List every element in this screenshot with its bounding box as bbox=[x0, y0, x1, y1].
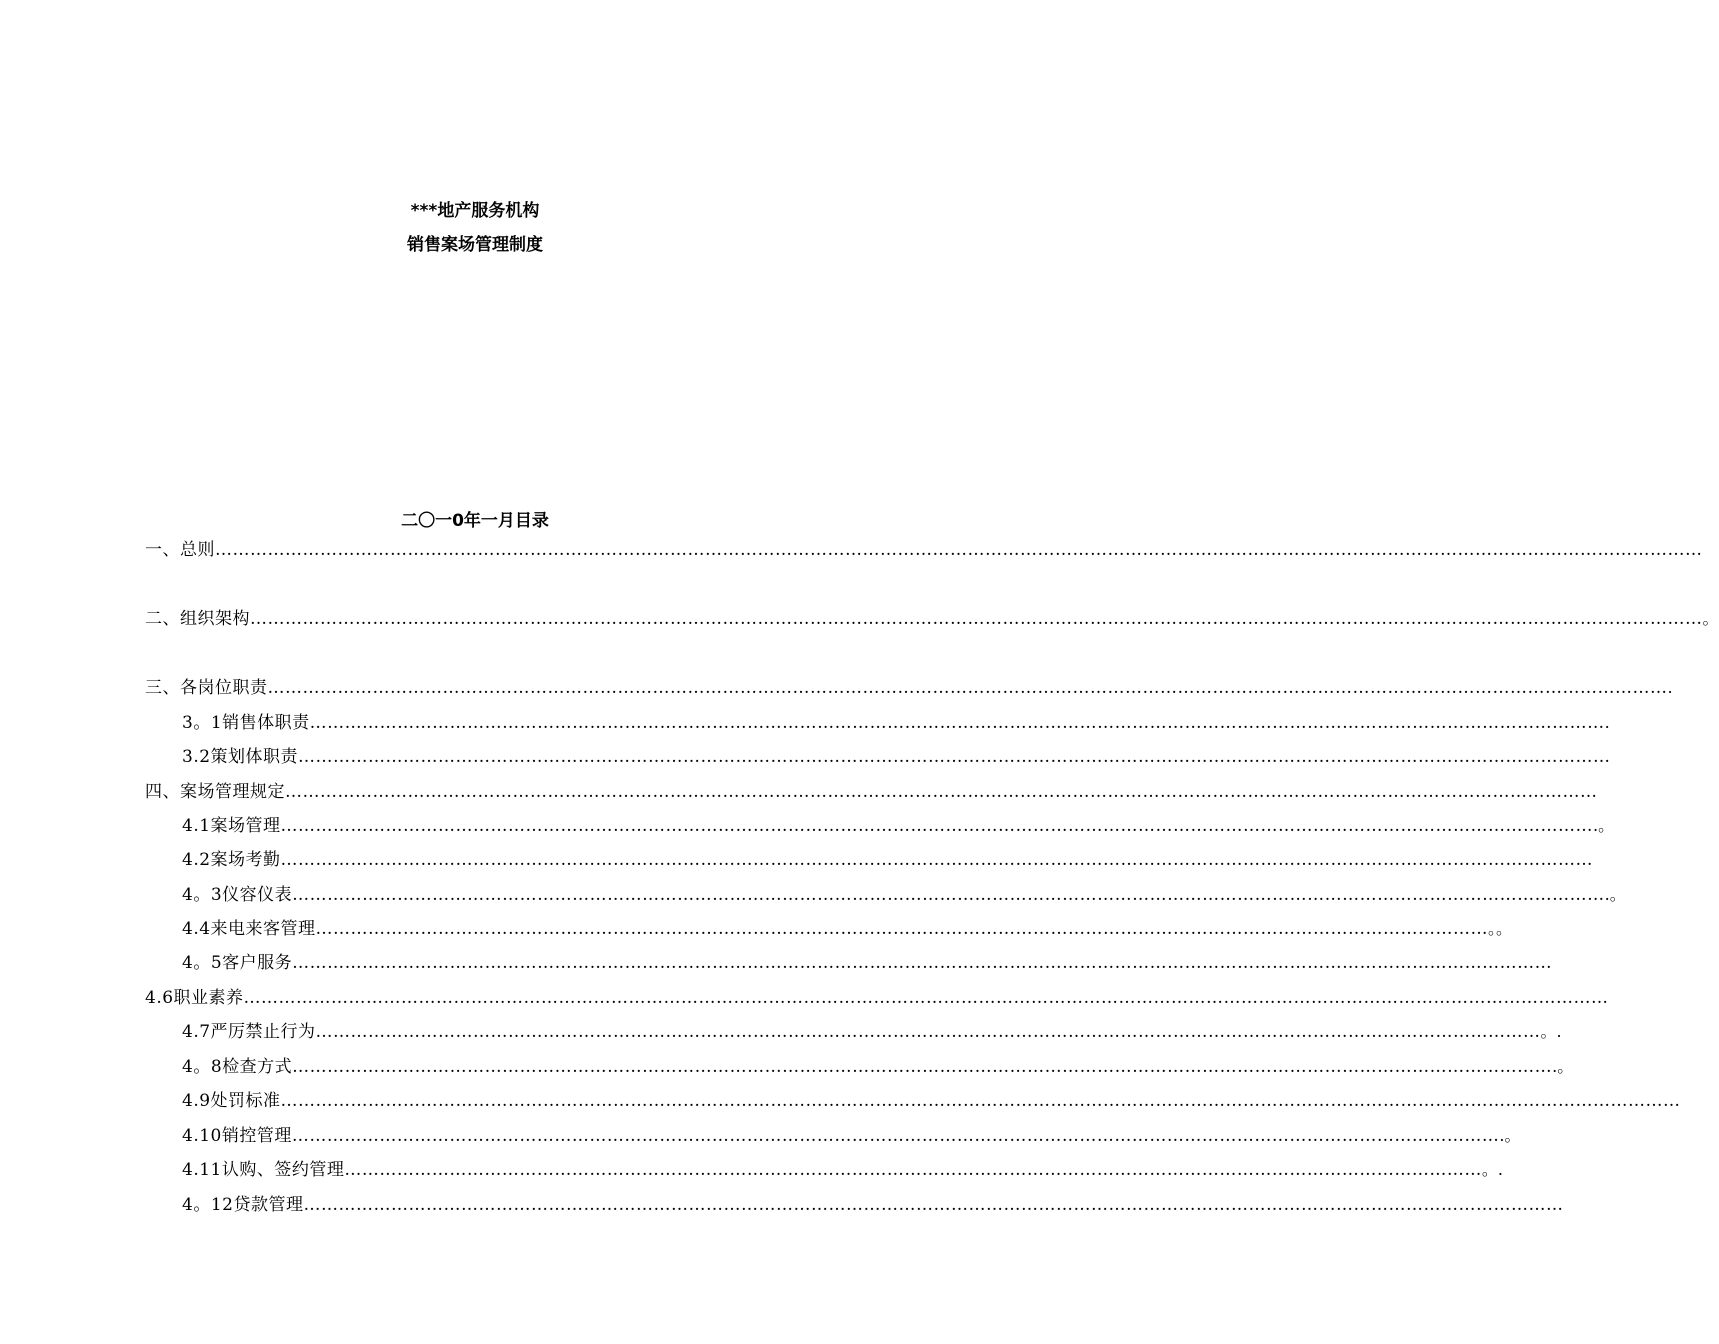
toc-entry-label: 3。1销售体职责 bbox=[182, 713, 310, 733]
toc-entry-suffix: . bbox=[1667, 678, 1673, 697]
toc-entry[interactable] bbox=[145, 538, 1703, 562]
toc-leader-dots: ……………………………………………………………………………………………………………………………………………………………………………………………… bbox=[303, 1195, 1564, 1215]
document-title: 销售案场管理制度 bbox=[407, 235, 543, 255]
toc-entry-label: 4.6职业素养 bbox=[145, 988, 244, 1008]
toc-entry[interactable] bbox=[182, 1193, 1563, 1217]
toc-leader-dots: …………………………………………………………………………………………………………………………………………………………………………………………………………………… bbox=[267, 678, 1668, 698]
toc-leader-dots: …………………………………………………………………………………………………………………………………………………………………………………………………………………… bbox=[280, 1091, 1681, 1111]
toc-leader-dots: ……………………………………………………………………………………………………………………………………………………………………………………………………… bbox=[280, 850, 1594, 870]
toc-entry-suffix: .。 bbox=[1552, 1057, 1574, 1076]
toc-entry-label: 4.4来电来客管理 bbox=[182, 919, 316, 939]
org-title: ***地产服务机构 bbox=[410, 201, 540, 221]
toc-leader-dots: ………………………………………………………………………………………………………………………………………………………………………………………………………………………………… bbox=[215, 540, 1703, 560]
toc-entry[interactable] bbox=[182, 848, 1593, 872]
toc-entry-label: 4.1案场管理 bbox=[182, 816, 281, 836]
toc-entry-suffix: 。. bbox=[1540, 1022, 1562, 1041]
toc-leader-dots: …………………………………………………………………………………………………………………………………………………………………………………………………………………………… bbox=[250, 609, 1703, 629]
toc-entry[interactable] bbox=[145, 607, 1719, 631]
toc-leader-dots: ……………………………………………………………………………………………………………………………………………………………………………………………………… bbox=[280, 816, 1594, 836]
toc-entry-label: 四、案场管理规定 bbox=[145, 782, 285, 802]
toc-entry[interactable] bbox=[182, 1089, 1681, 1113]
toc-leader-dots: ……………………………………………………………………………………………………………………………………………………………………………………………… bbox=[292, 953, 1553, 973]
toc-entry-label: 4。5客户服务 bbox=[182, 953, 293, 973]
toc-entry[interactable] bbox=[145, 676, 1673, 700]
toc-entry[interactable] bbox=[182, 1124, 1520, 1148]
toc-leader-dots: ………………………………………………………………………………………………………………………………………………………………………………………… bbox=[315, 1022, 1541, 1042]
toc-entry-label: 4。12贷款管理 bbox=[182, 1195, 304, 1215]
toc-entry-label: 3.2策划体职责 bbox=[182, 747, 299, 767]
toc-entry-label: 4.10销控管理 bbox=[182, 1126, 292, 1146]
toc-entry-label: 4.2案场考勤 bbox=[182, 850, 281, 870]
toc-leader-dots: …………………………………………………………………………………………………………………………………………………………………………………………………… bbox=[309, 713, 1605, 733]
toc-entry[interactable] bbox=[182, 883, 1626, 907]
toc-entry-suffix: .。 bbox=[1499, 1126, 1521, 1145]
date-and-toc-heading: 二〇一0年一月目录 bbox=[401, 511, 549, 531]
toc-entry-suffix: .。 bbox=[1593, 816, 1615, 835]
toc-leader-dots: ……………………………………………………………………………………………………………………………………………………………………………………………… bbox=[292, 1057, 1553, 1077]
toc-entry-suffix: 。. bbox=[1481, 1160, 1503, 1179]
toc-entry[interactable] bbox=[182, 951, 1552, 975]
toc-entry-label: 4.7严厉禁止行为 bbox=[182, 1022, 316, 1042]
toc-leader-dots: ………………………………………………………………………………………………………………………………………………………………………………… bbox=[315, 919, 1489, 939]
toc-entry[interactable] bbox=[182, 1055, 1573, 1079]
toc-leader-dots: ……………………………………………………………………………………………………………………………………………………………………………………………………………… bbox=[243, 988, 1609, 1008]
toc-leader-dots: ……………………………………………………………………………………………………………………………………………………………………………………………………… bbox=[298, 747, 1611, 767]
toc-entry[interactable] bbox=[182, 814, 1614, 838]
toc-leader-dots: ……………………………………………………………………………………………………………………………………………………………………………………………………… bbox=[285, 782, 1598, 802]
toc-entry-label: 4。8检查方式 bbox=[182, 1057, 293, 1077]
toc-entry[interactable] bbox=[182, 1158, 1503, 1182]
toc-entry-label: 三、各岗位职责 bbox=[145, 678, 268, 698]
toc-entry-suffix: . bbox=[1604, 713, 1610, 732]
toc-entry-label: 4.11认购、签约管理 bbox=[182, 1160, 345, 1180]
toc-entry[interactable] bbox=[182, 745, 1611, 769]
toc-entry-label: 二、组织架构 bbox=[145, 609, 250, 629]
toc-entry-label: 一、总则 bbox=[145, 540, 215, 560]
toc-leader-dots: ……………………………………………………………………………………………………………………………………………………………………………………… bbox=[291, 1126, 1500, 1146]
toc-entry-label: 4。3仪容仪表 bbox=[182, 885, 293, 905]
toc-leader-dots: ……………………………………………………………………………………………………………………………………………………………………………………………………… bbox=[292, 885, 1605, 905]
toc-leader-dots: …………………………………………………………………………………………………………………………………………………………………………… bbox=[344, 1160, 1482, 1180]
toc-entry-suffix: 。。 bbox=[1488, 919, 1513, 938]
toc-entry[interactable] bbox=[145, 780, 1598, 804]
toc-entry[interactable] bbox=[182, 917, 1512, 941]
toc-entry[interactable] bbox=[145, 986, 1609, 1010]
toc-entry-label: 4.9处罚标准 bbox=[182, 1091, 281, 1111]
toc-entry[interactable] bbox=[182, 711, 1610, 735]
toc-entry-suffix: 。 bbox=[1702, 609, 1719, 628]
toc-entry-suffix: .。 bbox=[1604, 885, 1626, 904]
toc-entry[interactable] bbox=[182, 1020, 1562, 1044]
